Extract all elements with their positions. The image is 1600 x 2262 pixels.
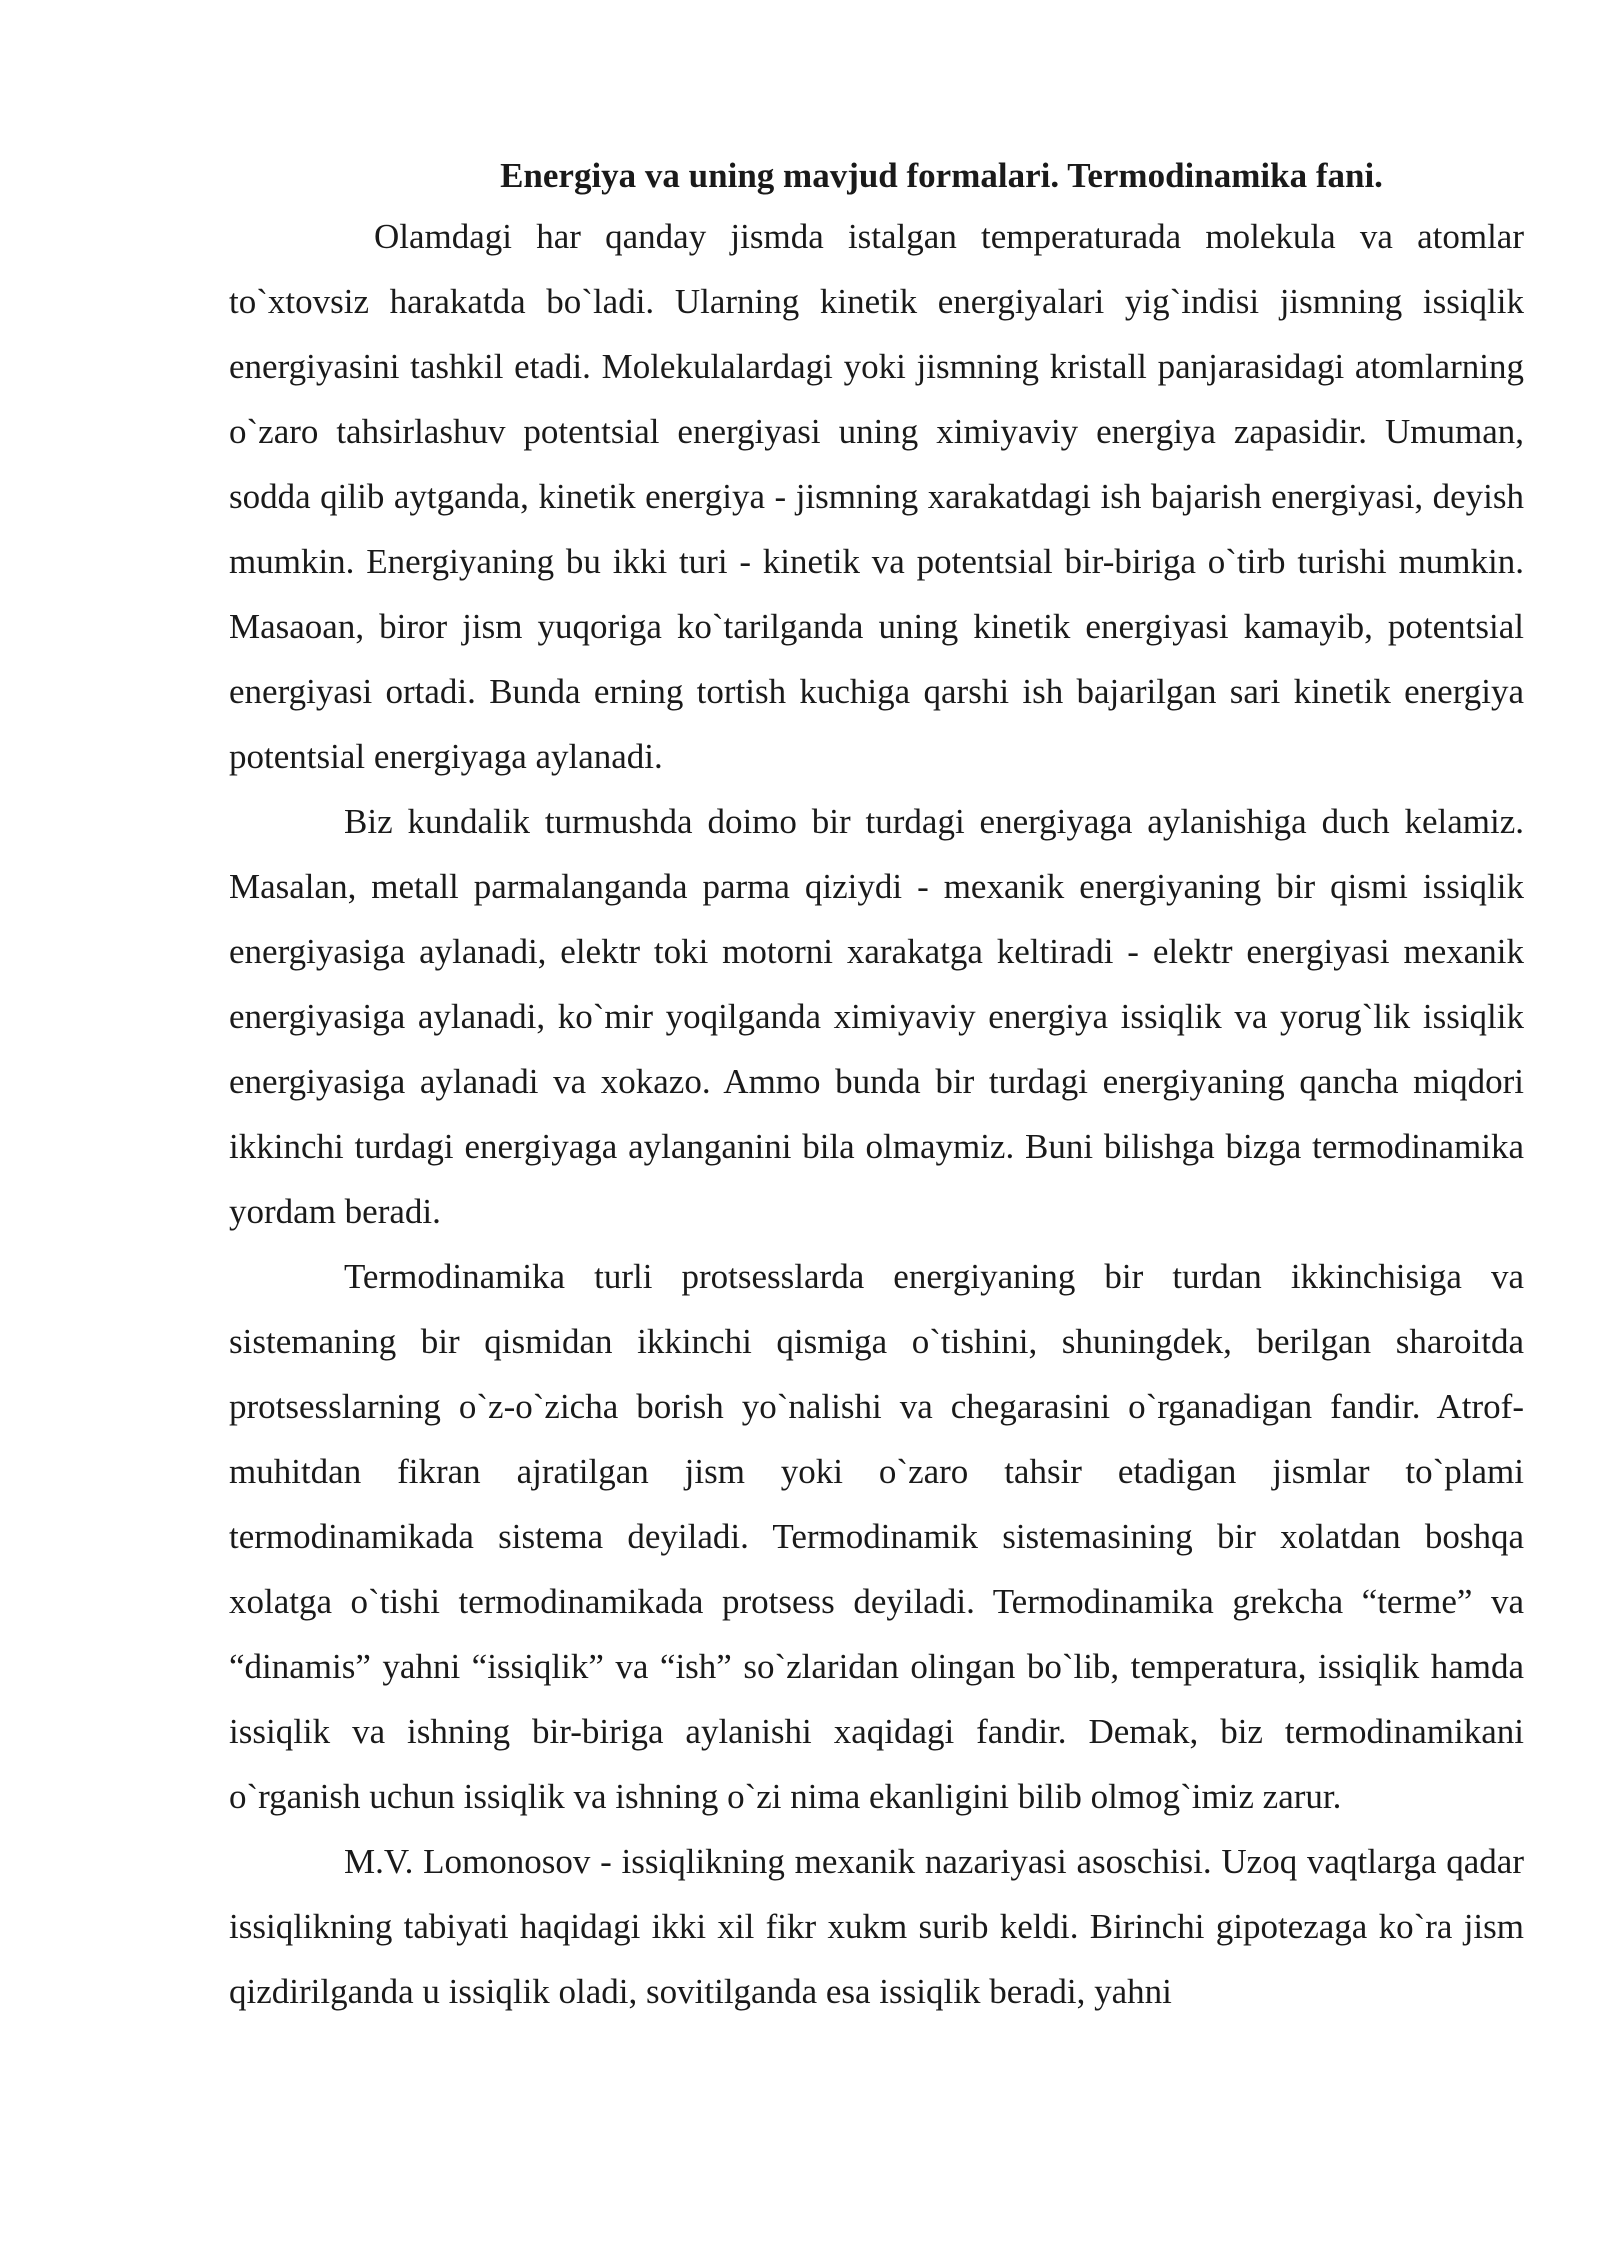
paragraph-4: M.V. Lomonosov - issiqlikning mexanik nazariyasi asoschisi. Uzoq vaqtlarga qadar issiqlikning tabiyati haqidagi ikki xil fikr xukm surib keldi. Birinchi gipotezaga ko`ra jism qizdirilganda u issiqlik oladi, sovitilganda esa issiqlik beradi, yahni	[229, 1842, 1524, 2011]
paragraph-3: Termodinamika turli protsesslarda energiyaning bir turdan ikkinchisiga va sistemaning bir qismidan ikkinchi qismiga o`tishini, shuningdek, berilgan sharoitda protsesslarning o`z-o`zicha borish yo`nalishi va chegarasini o`rganadigan fandir. Atrof-muhitdan fikran ajratilgan jism yoki o`zaro tahsir etadigan jismlar to`plami termodinamikada sistema deyiladi. Termodinamik sistemasining bir xolatdan boshqa xolatga o`tishi termodinamikada protsess deyiladi. Termodinamika grekcha “terme” va “dinamis” yahni “issiqlik” va “ish” so`zlaridan olingan bo`lib, temperatura, issiqlik hamda issiqlik va ishning bir-biriga aylanishi xaqidagi fandir. Demak, biz termodinamikani o`rganish uchun issiqlik va ishning o`zi nima ekanligini bilib olmog`imiz zarur.	[229, 1257, 1524, 1816]
paragraph-2: Biz kundalik turmushda doimo bir turdagi energiyaga aylanishiga duch kelamiz. Masalan, metall parmalanganda parma qiziydi - mexanik energiyaning bir qismi issiqlik energiyasiga aylanadi, elektr toki motorni xarakatga keltiradi - elektr energiyasi mexanik energiyasiga aylanadi, ko`mir yoqilganda ximiyaviy energiya issiqlik va yorug`lik issiqlik energiyasiga aylanadi va xokazo. Ammo bunda bir turdagi energiyaning qancha miqdori ikkinchi turdagi energiyaga aylanganini bila olmaymiz. Buni bilishga bizga termodinamika yordam beradi.	[229, 802, 1524, 1231]
paragraph-1: Olamdagi har qanday jismda istalgan temperaturada molekula va atomlar to`xtovsiz harakatda bo`ladi. Ularning kinetik energiyalari yig`indisi jismning issiqlik energiyasini tashkil etadi. Molekulalardagi yoki jismning kristall panjarasidagi atomlarning o`zaro tahsirlashuv potentsial energiyasi uning ximiyaviy energiya zapasidir. Umuman, sodda qilib aytganda, kinetik energiya - jismning xarakatdagi ish bajarish energiyasi, deyish mumkin. Energiyaning bu ikki turi - kinetik va potentsial bir-biriga o`tirb turishi mumkin. Masaoan, biror jism yuqoriga ko`tarilganda uning kinetik energiyasi kamayib, potentsial energiyasi ortadi. Bunda erning tortish kuchiga qarshi ish bajarilgan sari kinetik energiya potentsial energiyaga aylanadi.	[229, 217, 1524, 776]
document-title: Energiya va uning mavjud formalari. Termodinamika fani.	[500, 156, 1383, 195]
document-body	[229, 148, 1524, 2024]
